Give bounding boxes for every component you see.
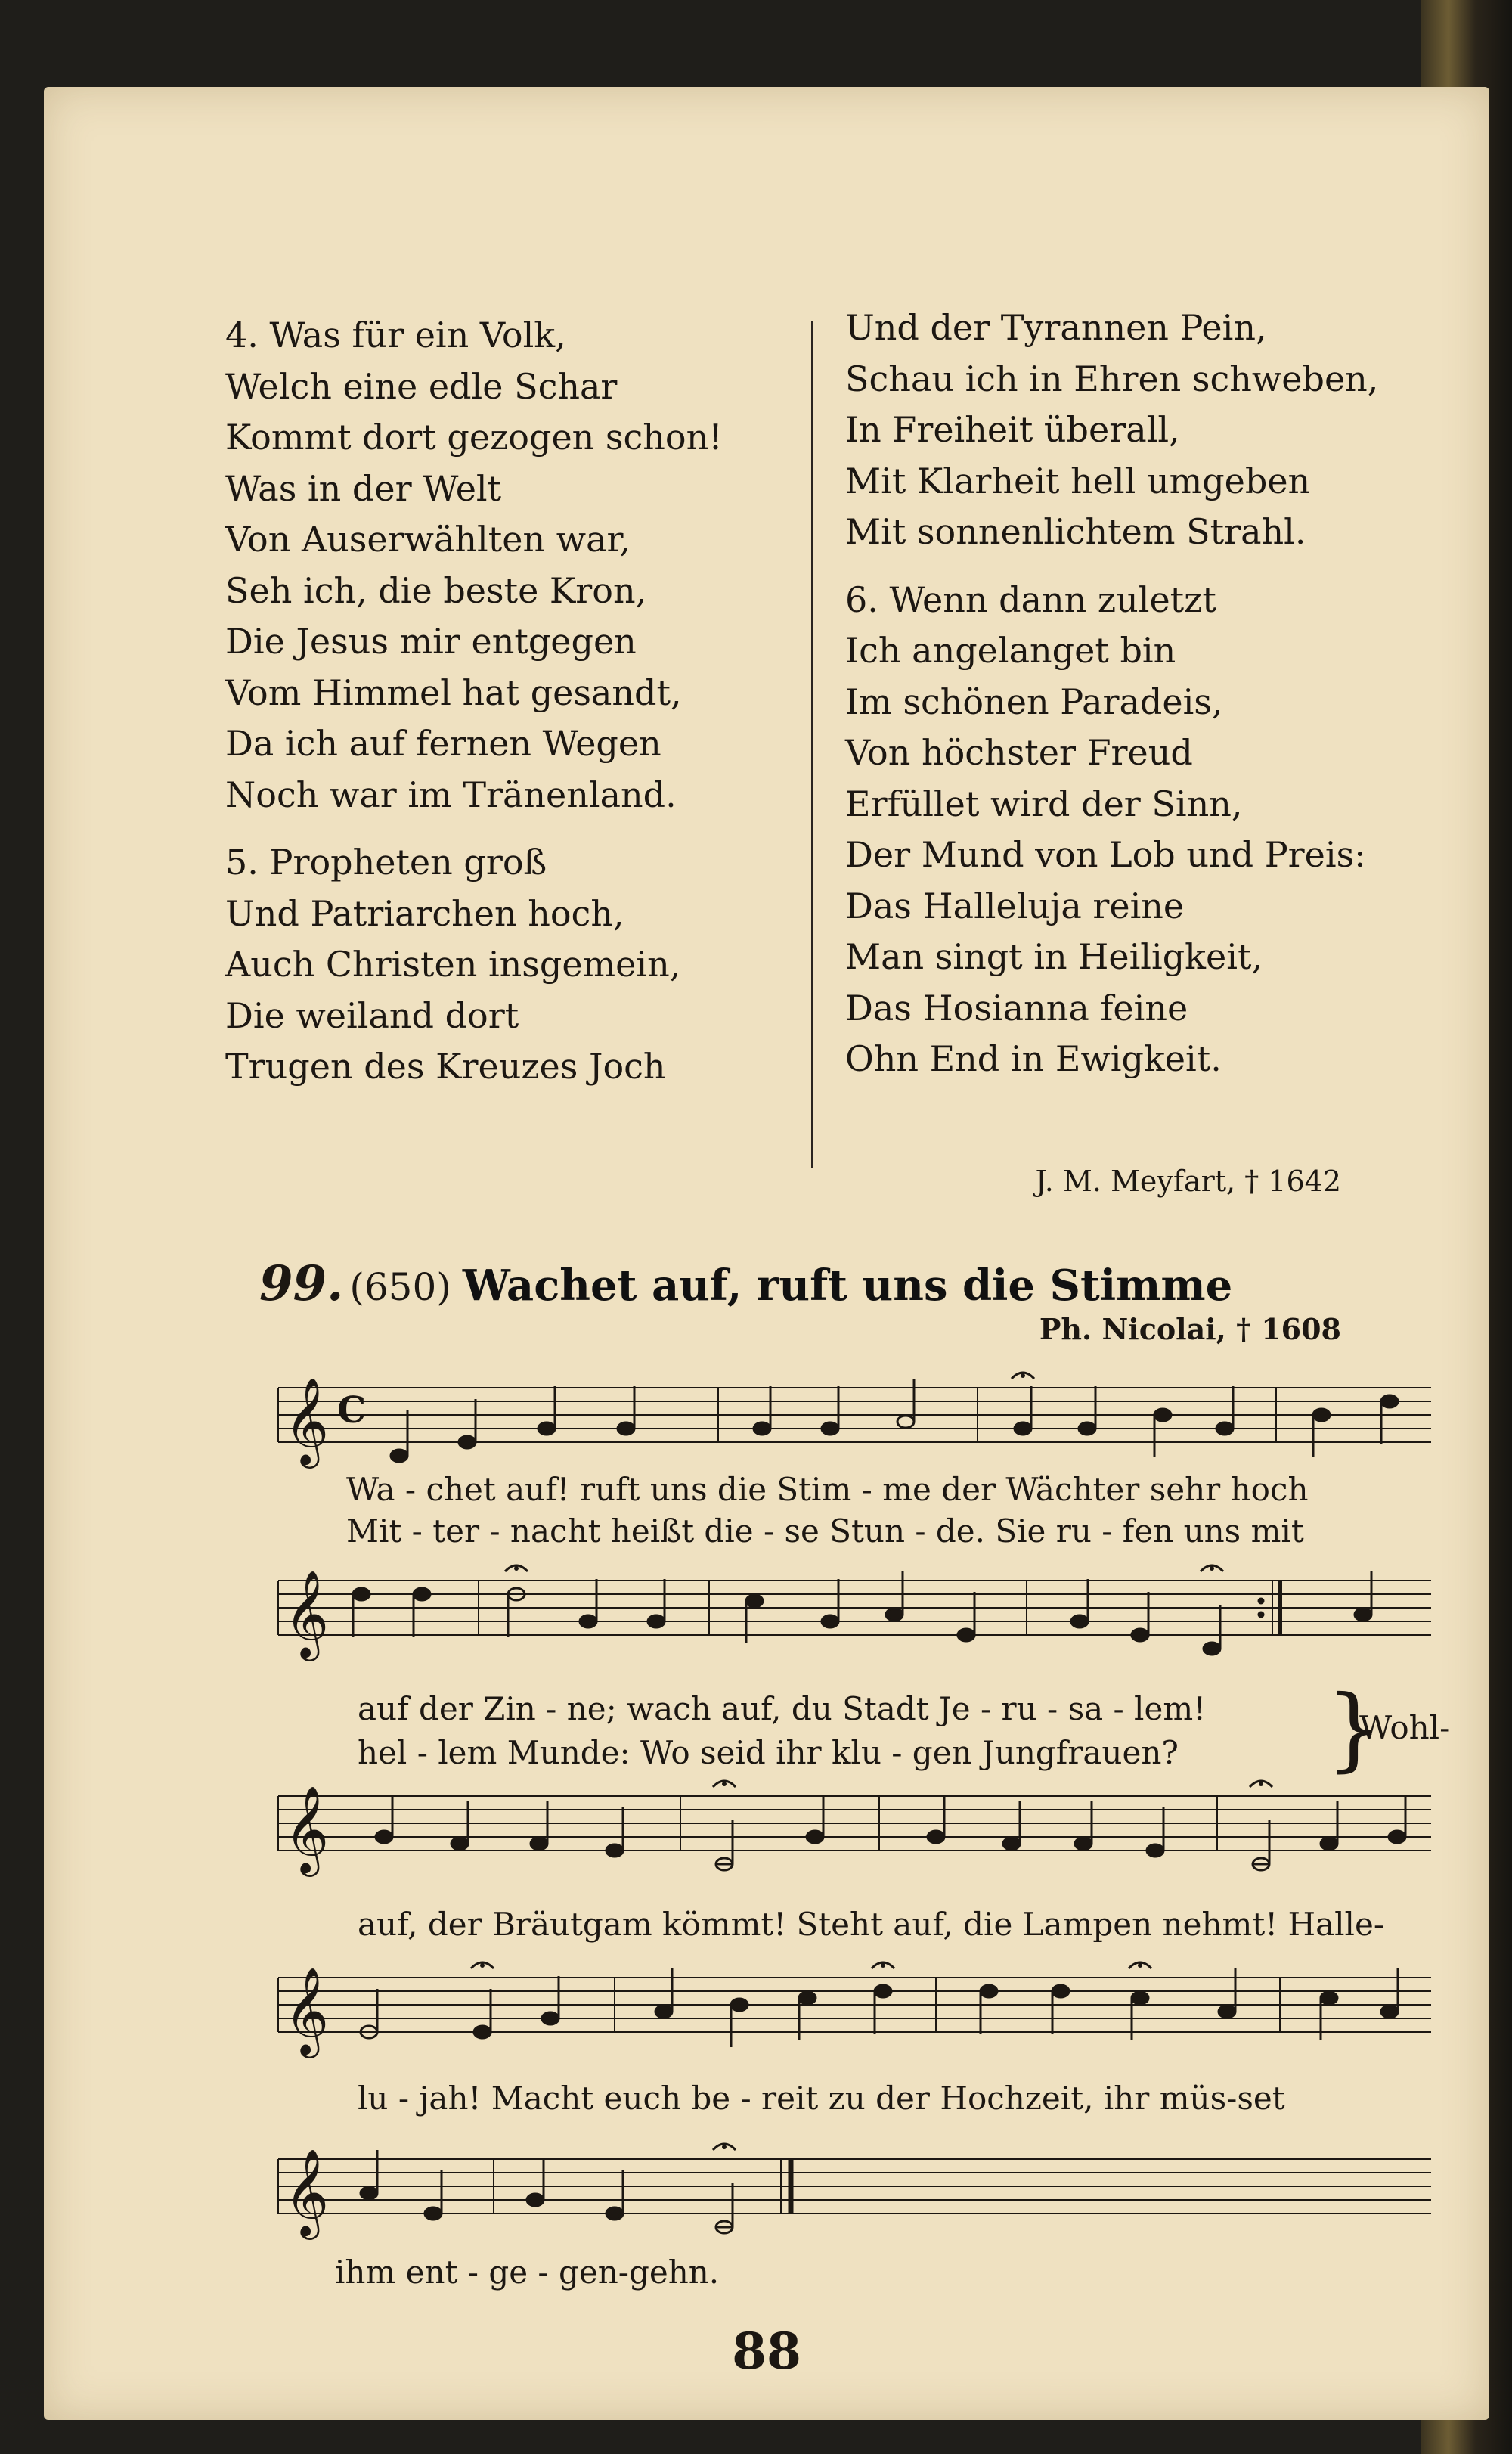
stanza-line: Schau ich in Ehren schweben, [845, 358, 1379, 399]
lyric-line: ihm ent - ge - gen-gehn. [335, 2254, 720, 2291]
stanza-line: Noch war im Tränenland. [225, 774, 677, 815]
stanza-line: Vom Himmel hat gesandt, [225, 672, 682, 713]
stanza-line: Von Auserwählten war, [225, 519, 631, 560]
stanza-line: Trugen des Kreuzes Joch [225, 1046, 666, 1087]
composer: Ph. Nicolai, † 1608 [1039, 1312, 1341, 1346]
svg-text:𝄞: 𝄞 [284, 1376, 330, 1465]
hymn-title: Wachet auf, ruft uns die Stimme [462, 1261, 1233, 1311]
lyric-line: Mit - ter - nacht heißt die - se Stun - de. Sie ru - fen uns mit [346, 1512, 1304, 1550]
stanza-line: Die weiland dort [225, 994, 519, 1036]
lyric-line: auf der Zin - ne; wach auf, du Stadt Je - ru - sa - lem! [358, 1690, 1207, 1727]
lyric-line: Wa - chet auf! ruft uns die Stim - me der Wächter sehr hoch [346, 1471, 1309, 1508]
right-column [845, 302, 1378, 1085]
stanza-line: Und der Tyrannen Pein, [845, 307, 1267, 348]
stanza-line: Was in der Welt [225, 467, 502, 509]
lyric-line: lu - jah! Macht euch be - reit zu der Hochzeit, ihr müs-set [358, 2080, 1285, 2117]
lyric-line: hel - lem Munde: Wo seid ihr klu - gen Jungfrauen? [358, 1734, 1179, 1771]
stanza-line: Kommt dort gezogen schon! [225, 417, 723, 458]
stanza-line: Man singt in Heiligkeit, [845, 936, 1263, 977]
hymn-header [259, 1255, 1232, 1312]
hymn-number: 99. [259, 1255, 344, 1312]
stanza-line: Und Patriarchen hoch, [225, 892, 624, 934]
stanza-line: Die Jesus mir entgegen [225, 621, 637, 662]
lyric-brace: } [1325, 1677, 1383, 1782]
stanza-line: In Freiheit überall, [845, 409, 1180, 450]
stanza-line: Auch Christen insgemein, [225, 944, 681, 985]
stanza-line: Im schönen Paradeis, [845, 681, 1223, 722]
stanza-4 [225, 310, 723, 821]
hymn-old-number: (650) [349, 1265, 451, 1309]
music-staff-5 [271, 2136, 1435, 2242]
stanza-line: 5. Propheten groß [225, 842, 547, 883]
stanza-line: Das Hosianna feine [845, 987, 1188, 1028]
stanza-line: Von höchster Freud [845, 732, 1193, 773]
svg-text:C: C [337, 1389, 367, 1432]
svg-text:𝄞: 𝄞 [284, 1966, 330, 2055]
poem-attribution: J. M. Meyfart, † 1642 [1035, 1165, 1341, 1198]
svg-text:𝄞: 𝄞 [284, 2148, 330, 2236]
stanza-line: Das Halleluja reine [845, 885, 1185, 926]
stanza-line: Ich angelanget bin [845, 630, 1176, 671]
page-number: 88 [732, 2322, 801, 2381]
music-staff-4 [271, 1955, 1435, 2061]
lyric-line: Wohl- [1359, 1709, 1451, 1746]
stanza-line: 6. Wenn dann zuletzt [845, 579, 1216, 620]
column-divider [811, 321, 813, 1168]
stanza-line: Mit Klarheit hell umgeben [845, 460, 1311, 501]
stanza-line: Erfüllet wird der Sinn, [845, 783, 1243, 824]
stanza-line: Mit sonnenlichtem Strahl. [845, 511, 1306, 552]
stanza-line: 4. Was für ein Volk, [225, 315, 566, 355]
stanza-5 [225, 837, 723, 1093]
music-staff-3 [271, 1773, 1435, 1879]
lyric-line: auf, der Bräutgam kömmt! Steht auf, die Lampen nehmt! Halle- [358, 1906, 1385, 1943]
stanza-5-continued [845, 302, 1378, 558]
stanza-line: Seh ich, die beste Kron, [225, 569, 647, 611]
stanza-line: Welch eine edle Schar [225, 365, 618, 407]
stanza-line: Da ich auf fernen Wegen [225, 723, 662, 764]
svg-text:𝄞: 𝄞 [284, 1785, 330, 1873]
stanza-6 [845, 575, 1378, 1085]
stanza-line: Der Mund von Lob und Preis: [845, 834, 1366, 875]
book-page [44, 87, 1489, 2420]
svg-text:𝄞: 𝄞 [284, 1569, 330, 1658]
music-staff-2 [271, 1558, 1435, 1664]
stanza-line: Ohn End in Ewigkeit. [845, 1038, 1222, 1079]
left-column [225, 310, 723, 1093]
music-staff-1 [271, 1365, 1435, 1478]
